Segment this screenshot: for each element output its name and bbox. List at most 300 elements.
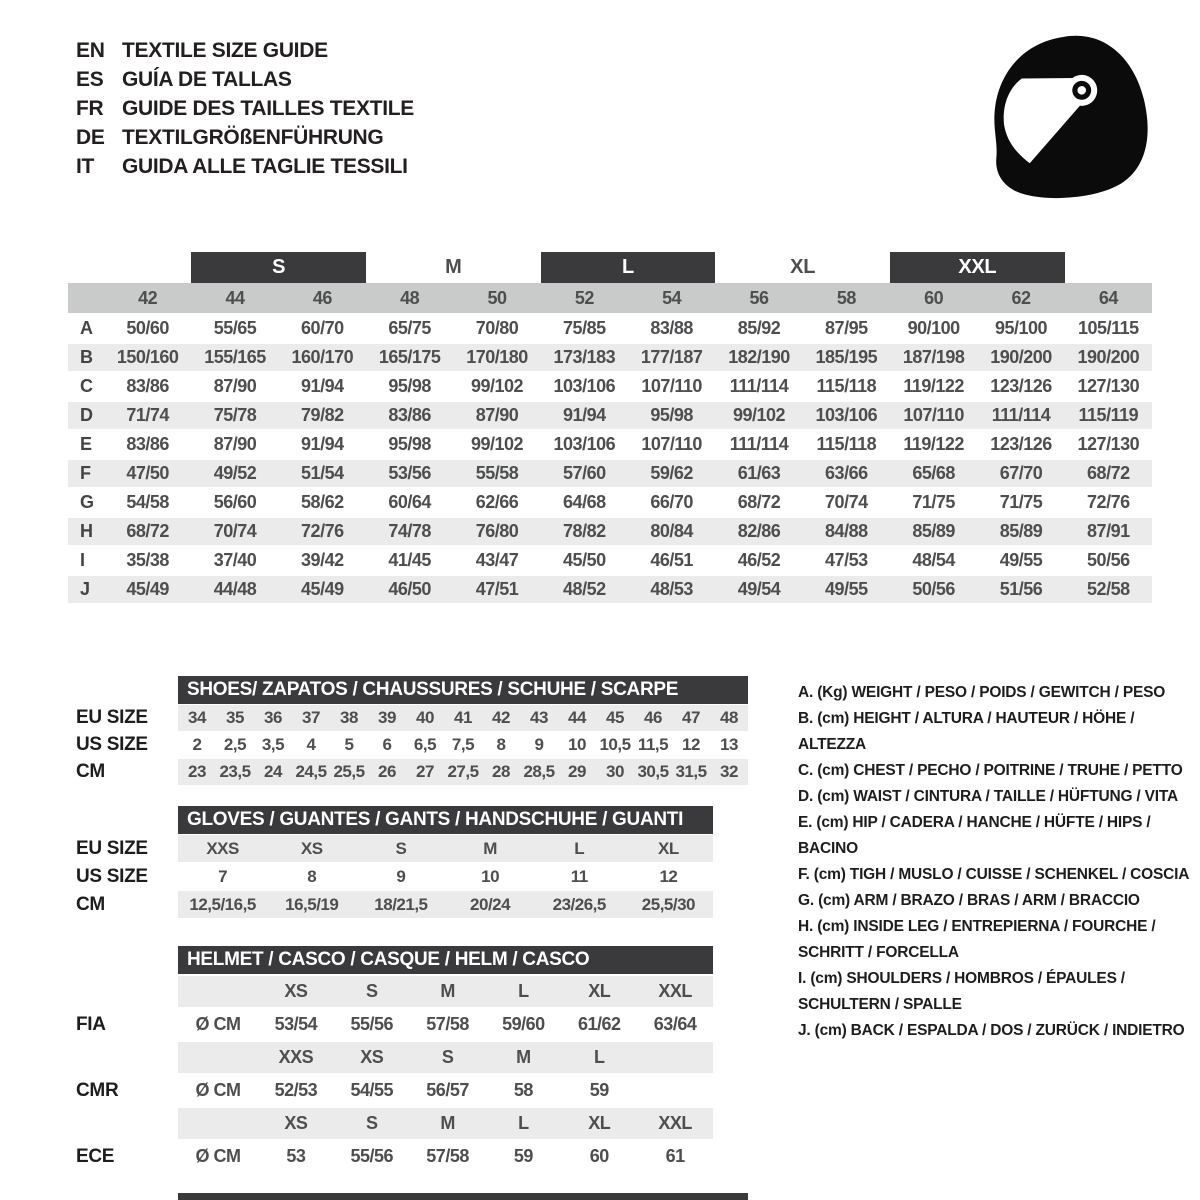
helmet-size-value: 63/64 bbox=[653, 1014, 697, 1034]
cutoff-section-bar bbox=[178, 1193, 748, 1200]
measurement-value: 47/53 bbox=[825, 550, 868, 570]
size-value: XL bbox=[624, 835, 713, 862]
size-value: 10 bbox=[481, 866, 500, 886]
table-row-us-size bbox=[68, 862, 713, 890]
measurement-value: 87/90 bbox=[213, 376, 257, 396]
measurement-value: 91/94 bbox=[301, 376, 344, 396]
size-value: 8 bbox=[496, 735, 506, 754]
size-number: 48 bbox=[400, 287, 420, 308]
measurement-value: 72/76 bbox=[1087, 492, 1130, 512]
row-label: CM bbox=[76, 761, 105, 782]
measurement-value: 155/165 bbox=[204, 347, 266, 367]
language-code: ES bbox=[76, 67, 104, 91]
row-label: ECE bbox=[76, 1145, 115, 1167]
size-value: 3,5 bbox=[261, 735, 285, 754]
measurement-value: 51/54 bbox=[301, 463, 344, 483]
measurement-value: 50/60 bbox=[126, 318, 169, 338]
size-group-S: S bbox=[191, 252, 366, 283]
measurement-value: 85/92 bbox=[737, 318, 781, 338]
measurement-value: 71/75 bbox=[999, 492, 1043, 512]
row-label: CMR bbox=[76, 1079, 119, 1101]
measurement-value: 83/88 bbox=[650, 318, 693, 338]
helmet-size-row bbox=[68, 974, 713, 1007]
legend-item: F. (cm) TIGH / MUSLO / CUISSE / SCHENKEL / COSCIA bbox=[798, 866, 1190, 883]
measurement-value: 76/80 bbox=[475, 521, 519, 541]
measurement-value: 51/56 bbox=[999, 579, 1043, 599]
size-group-L: L bbox=[541, 252, 716, 283]
measurement-value: 75/78 bbox=[213, 405, 257, 425]
table-row-C bbox=[68, 371, 1152, 400]
size-value: 30 bbox=[596, 759, 634, 785]
size-value: 7,5 bbox=[451, 735, 475, 754]
size-value: 35 bbox=[216, 705, 254, 731]
unit-cell: Ø CM bbox=[195, 1146, 241, 1166]
measurement-value: 182/190 bbox=[728, 347, 790, 367]
helmet-size-value: 59 bbox=[589, 1080, 609, 1100]
measurement-value: 55/65 bbox=[213, 318, 257, 338]
measurement-value: 107/110 bbox=[903, 405, 964, 425]
measurement-value: 111/114 bbox=[729, 376, 789, 396]
size-value: 25,5/30 bbox=[624, 891, 713, 918]
size-group-header-row bbox=[68, 252, 1152, 283]
size-value: 43 bbox=[520, 705, 558, 731]
measurement-value: 52/58 bbox=[1087, 579, 1130, 599]
measurement-value: 35/38 bbox=[126, 550, 169, 570]
size-value: 30,5 bbox=[634, 759, 672, 785]
measurement-value: 85/89 bbox=[912, 521, 955, 541]
unit-cell: Ø CM bbox=[195, 1080, 241, 1100]
measurement-value: 61/63 bbox=[737, 463, 781, 483]
legend-item: G. (cm) ARM / BRAZO / BRAS / ARM / BRACCIO bbox=[798, 892, 1140, 909]
measurement-value: 165/175 bbox=[378, 347, 441, 367]
size-value: S bbox=[356, 835, 445, 862]
textile-size-table bbox=[68, 252, 1152, 603]
language-list bbox=[76, 36, 414, 181]
legend-item: E. (cm) HIP / CADERA / HANCHE / HÜFTE / HIPS / BACINO bbox=[798, 814, 1151, 857]
size-number: 52 bbox=[574, 287, 594, 308]
measurement-value: 83/86 bbox=[388, 405, 431, 425]
helmet-size-label: M bbox=[410, 1108, 486, 1139]
measurement-value: 95/98 bbox=[388, 434, 431, 454]
size-value: 25,5 bbox=[330, 759, 368, 785]
row-letter: E bbox=[80, 434, 92, 454]
measurement-value: 105/115 bbox=[1078, 318, 1139, 338]
measurement-value: 48/53 bbox=[650, 579, 693, 599]
measurement-value: 83/86 bbox=[126, 376, 169, 396]
measurement-value: 62/66 bbox=[475, 492, 519, 512]
language-row bbox=[76, 123, 414, 152]
measurement-value: 87/90 bbox=[475, 405, 519, 425]
measurement-value: 49/54 bbox=[737, 579, 781, 599]
unit-cell bbox=[178, 976, 258, 1007]
measurement-value: 44/48 bbox=[213, 579, 257, 599]
measurement-value: 91/94 bbox=[563, 405, 606, 425]
measurement-value: 127/130 bbox=[1077, 434, 1140, 454]
size-value: 26 bbox=[368, 759, 406, 785]
helmet-size-label: M bbox=[486, 1042, 562, 1073]
measurement-rows bbox=[68, 313, 1152, 603]
size-value: 23 bbox=[178, 759, 216, 785]
size-group-XL: XL bbox=[790, 256, 816, 278]
table-row-ece bbox=[68, 1139, 713, 1172]
measurement-value: 45/49 bbox=[301, 579, 344, 599]
size-value: 11,5 bbox=[637, 735, 669, 754]
measurement-value: 55/58 bbox=[475, 463, 519, 483]
measurement-value: 41/45 bbox=[388, 550, 431, 570]
measurement-value: 74/78 bbox=[388, 521, 431, 541]
measurement-value: 56/60 bbox=[213, 492, 257, 512]
table-row-eu-size bbox=[68, 704, 748, 731]
shoes-header-bar: SHOES/ ZAPATOS / CHAUSSURES / SCHUHE / SCARPE bbox=[178, 676, 748, 704]
unit-cell: Ø CM bbox=[195, 1014, 241, 1034]
helmet-size-label: S bbox=[334, 1108, 410, 1139]
numeric-size-row bbox=[68, 283, 1152, 313]
unit-cell bbox=[178, 1108, 258, 1139]
size-value: 27,5 bbox=[444, 759, 482, 785]
measurement-value: 150/160 bbox=[116, 347, 179, 367]
gloves-table bbox=[68, 806, 713, 918]
measurement-value: 99/102 bbox=[732, 405, 786, 425]
helmet-size-label bbox=[637, 1042, 713, 1073]
size-value: 5 bbox=[344, 735, 354, 754]
measurement-value: 71/75 bbox=[912, 492, 955, 512]
measurement-value: 66/70 bbox=[650, 492, 693, 512]
helmet-size-value: 59 bbox=[513, 1146, 533, 1166]
measurement-value: 87/91 bbox=[1087, 521, 1130, 541]
language-row bbox=[76, 152, 414, 181]
measurement-value: 46/51 bbox=[650, 550, 693, 570]
measurement-legend bbox=[798, 680, 1198, 1044]
table-row-E bbox=[68, 429, 1152, 458]
size-number: 46 bbox=[312, 287, 332, 308]
helmet-size-value: 57/58 bbox=[426, 1146, 469, 1166]
helmet-size-label: XXL bbox=[637, 976, 713, 1007]
measurement-value: 68/72 bbox=[126, 521, 169, 541]
helmet-size-label: L bbox=[486, 976, 562, 1007]
size-value: 2 bbox=[192, 735, 202, 754]
measurement-value: 119/122 bbox=[903, 434, 964, 454]
measurement-value: 50/56 bbox=[1087, 550, 1130, 570]
helmet-size-value: 59/60 bbox=[502, 1014, 545, 1034]
measurement-value: 46/50 bbox=[388, 579, 431, 599]
measurement-value: 115/118 bbox=[816, 376, 877, 396]
size-value: 37 bbox=[292, 705, 330, 731]
size-value: 6 bbox=[382, 735, 392, 754]
helmet-size-value: 52/53 bbox=[274, 1080, 318, 1100]
table-row-A bbox=[68, 313, 1152, 342]
helmet-size-label: XXS bbox=[258, 1042, 334, 1073]
measurement-value: 111/114 bbox=[991, 405, 1051, 425]
helmet-size-label: XL bbox=[561, 976, 637, 1007]
row-letter: J bbox=[80, 579, 90, 599]
helmet-size-value: 61 bbox=[665, 1146, 685, 1166]
size-value: 18/21,5 bbox=[356, 891, 445, 918]
measurement-value: 123/126 bbox=[990, 434, 1052, 454]
measurement-value: 48/52 bbox=[563, 579, 606, 599]
measurement-value: 60/70 bbox=[301, 318, 344, 338]
measurement-value: 48/54 bbox=[912, 550, 955, 570]
size-value: 6,5 bbox=[413, 735, 437, 754]
size-value: 10 bbox=[568, 735, 586, 754]
helmet-size-value: 56/57 bbox=[426, 1080, 469, 1100]
measurement-value: 78/82 bbox=[563, 521, 606, 541]
helmet-size-label: L bbox=[486, 1108, 562, 1139]
measurement-value: 91/94 bbox=[301, 434, 344, 454]
shoes-table bbox=[68, 676, 748, 785]
row-label: US SIZE bbox=[76, 865, 148, 887]
row-label: FIA bbox=[76, 1013, 106, 1035]
helmet-size-label: S bbox=[410, 1042, 486, 1073]
measurement-value: 46/52 bbox=[737, 550, 781, 570]
size-value: 12,5/16,5 bbox=[178, 891, 267, 918]
measurement-value: 43/47 bbox=[475, 550, 519, 570]
language-code: DE bbox=[76, 125, 105, 149]
table-row-B bbox=[68, 342, 1152, 371]
size-value: XXS bbox=[178, 835, 267, 862]
racing-helmet-icon bbox=[982, 28, 1154, 204]
legend-item: A. (Kg) WEIGHT / PESO / POIDS / GEWITCH / PESO bbox=[798, 684, 1166, 701]
size-value: 16,5/19 bbox=[267, 891, 356, 918]
helmet-size-label: XS bbox=[258, 976, 334, 1007]
language-title: GUIDE DES TAILLES TEXTILE bbox=[122, 96, 414, 120]
measurement-value: 47/51 bbox=[475, 579, 519, 599]
measurement-value: 64/68 bbox=[563, 492, 606, 512]
size-number: 56 bbox=[749, 287, 769, 308]
table-row-H bbox=[68, 516, 1152, 545]
size-value: 28 bbox=[482, 759, 520, 785]
measurement-value: 49/52 bbox=[213, 463, 257, 483]
size-value: 20/24 bbox=[445, 891, 534, 918]
row-letter: B bbox=[80, 347, 93, 367]
measurement-value: 95/100 bbox=[994, 318, 1048, 338]
measurement-value: 80/84 bbox=[650, 521, 693, 541]
helmet-header-bar: HELMET / CASCO / CASQUE / HELM / CASCO bbox=[178, 946, 713, 974]
size-value: 12 bbox=[659, 866, 678, 886]
table-row-G bbox=[68, 487, 1152, 516]
legend-item: I. (cm) SHOULDERS / HOMBROS / ÉPAULES / SCHULTERN / SPALLE bbox=[798, 970, 1125, 1013]
row-letter: F bbox=[80, 463, 91, 483]
measurement-value: 160/170 bbox=[291, 347, 354, 367]
size-number: 42 bbox=[138, 287, 158, 308]
measurement-value: 111/114 bbox=[729, 434, 789, 454]
helmet-size-value bbox=[637, 1075, 713, 1106]
helmet-size-label: XXL bbox=[637, 1108, 713, 1139]
measurement-value: 63/66 bbox=[825, 463, 868, 483]
measurement-value: 87/90 bbox=[213, 434, 257, 454]
measurement-value: 95/98 bbox=[650, 405, 693, 425]
measurement-value: 70/80 bbox=[475, 318, 519, 338]
legend-item: C. (cm) CHEST / PECHO / POITRINE / TRUHE / PETTO bbox=[798, 762, 1183, 779]
size-value: 24,5 bbox=[292, 759, 330, 785]
row-label bbox=[68, 1042, 178, 1073]
measurement-value: 115/119 bbox=[1078, 405, 1139, 425]
legend-item: B. (cm) HEIGHT / ALTURA / HAUTEUR / HÖHE / ALTEZZA bbox=[798, 710, 1135, 753]
table-row-us-size bbox=[68, 731, 748, 758]
size-value: 29 bbox=[558, 759, 596, 785]
measurement-value: 170/180 bbox=[466, 347, 528, 367]
corner-cell bbox=[68, 283, 104, 313]
helmet-size-label: M bbox=[410, 976, 486, 1007]
measurement-value: 127/130 bbox=[1077, 376, 1140, 396]
language-title: TEXTILE SIZE GUIDE bbox=[122, 38, 328, 62]
measurement-value: 37/40 bbox=[213, 550, 257, 570]
measurement-value: 39/42 bbox=[301, 550, 344, 570]
measurement-value: 58/62 bbox=[301, 492, 344, 512]
measurement-value: 85/89 bbox=[999, 521, 1043, 541]
helmet-size-value: 54/55 bbox=[350, 1080, 394, 1100]
row-letter: I bbox=[80, 550, 85, 570]
table-row-D bbox=[68, 400, 1152, 429]
table-row-J bbox=[68, 574, 1152, 603]
size-value: 4 bbox=[306, 735, 316, 754]
row-label: US SIZE bbox=[76, 734, 148, 755]
row-letter: D bbox=[80, 405, 93, 425]
measurement-value: 84/88 bbox=[825, 521, 868, 541]
measurement-value: 45/50 bbox=[563, 550, 606, 570]
size-value: 27 bbox=[406, 759, 444, 785]
helmet-size-label: L bbox=[561, 1042, 637, 1073]
size-value: 45 bbox=[596, 705, 634, 731]
size-number: 62 bbox=[1011, 287, 1031, 308]
helmet-table bbox=[68, 946, 713, 1172]
row-letter: C bbox=[80, 376, 93, 396]
size-value: 23,5 bbox=[216, 759, 254, 785]
language-title: TEXTILGRÖßENFÜHRUNG bbox=[122, 125, 384, 149]
measurement-value: 90/100 bbox=[907, 318, 960, 338]
helmet-size-value: 55/56 bbox=[350, 1146, 394, 1166]
measurement-value: 72/76 bbox=[301, 521, 344, 541]
measurement-value: 107/110 bbox=[641, 434, 702, 454]
measurement-value: 95/98 bbox=[388, 376, 431, 396]
measurement-value: 65/75 bbox=[388, 318, 431, 338]
size-value: 47 bbox=[672, 705, 710, 731]
size-value: 28,5 bbox=[520, 759, 558, 785]
language-row bbox=[76, 36, 414, 65]
size-value: 8 bbox=[307, 866, 317, 886]
language-title: GUÍA DE TALLAS bbox=[122, 67, 292, 91]
table-row-F bbox=[68, 458, 1152, 487]
size-value: L bbox=[535, 835, 624, 862]
gloves-rows bbox=[68, 834, 713, 918]
measurement-value: 103/106 bbox=[553, 376, 616, 396]
measurement-value: 60/64 bbox=[388, 492, 431, 512]
size-value: 9 bbox=[396, 866, 406, 886]
measurement-value: 53/56 bbox=[388, 463, 431, 483]
helmet-size-value: 55/56 bbox=[350, 1014, 394, 1034]
row-label: CM bbox=[76, 893, 105, 915]
legend-item: H. (cm) INSIDE LEG / ENTREPIERNA / FOURCHE / SCHRITT / FORCELLA bbox=[798, 918, 1156, 961]
row-label bbox=[68, 976, 178, 1007]
row-label: EU SIZE bbox=[76, 837, 148, 859]
measurement-value: 49/55 bbox=[999, 550, 1043, 570]
gloves-header-bar: GLOVES / GUANTES / GANTS / HANDSCHUHE / GUANTI bbox=[178, 806, 713, 834]
helmet-size-row bbox=[68, 1040, 713, 1073]
helmet-rows bbox=[68, 974, 713, 1172]
measurement-value: 190/200 bbox=[990, 347, 1052, 367]
measurement-value: 67/70 bbox=[999, 463, 1043, 483]
size-value: 40 bbox=[406, 705, 444, 731]
measurement-value: 50/56 bbox=[912, 579, 955, 599]
unit-cell bbox=[178, 1042, 258, 1073]
helmet-size-value: 53 bbox=[286, 1146, 306, 1166]
helmet-size-value: 60 bbox=[589, 1146, 609, 1166]
table-row-eu-size bbox=[68, 834, 713, 862]
size-value: 13 bbox=[720, 735, 738, 754]
size-value: 2,5 bbox=[223, 735, 247, 754]
size-number: 44 bbox=[225, 287, 245, 308]
size-number: 60 bbox=[924, 287, 944, 308]
size-number: 58 bbox=[836, 287, 856, 308]
language-row bbox=[76, 94, 414, 123]
measurement-value: 59/62 bbox=[650, 463, 693, 483]
size-value: XS bbox=[267, 835, 356, 862]
language-code: EN bbox=[76, 38, 105, 62]
measurement-value: 99/102 bbox=[470, 376, 524, 396]
size-value: 23/26,5 bbox=[535, 891, 624, 918]
size-value: 10,5 bbox=[599, 735, 631, 754]
measurement-value: 103/106 bbox=[553, 434, 616, 454]
helmet-size-value: 57/58 bbox=[426, 1014, 469, 1034]
helmet-size-value: 58 bbox=[513, 1080, 533, 1100]
size-group-M: M bbox=[445, 256, 462, 278]
size-value: 48 bbox=[710, 705, 748, 731]
measurement-value: 47/50 bbox=[126, 463, 169, 483]
table-row-cm bbox=[68, 890, 713, 918]
measurement-value: 187/198 bbox=[902, 347, 965, 367]
measurement-value: 71/74 bbox=[126, 405, 169, 425]
helmet-size-row bbox=[68, 1106, 713, 1139]
size-value: 32 bbox=[710, 759, 748, 785]
language-code: IT bbox=[76, 154, 95, 178]
row-letter: H bbox=[80, 521, 93, 541]
size-value: 9 bbox=[534, 735, 544, 754]
helmet-size-label: S bbox=[334, 976, 410, 1007]
helmet-size-label: XS bbox=[334, 1042, 410, 1073]
table-row-cm bbox=[68, 758, 748, 785]
size-value: 46 bbox=[634, 705, 672, 731]
measurement-value: 83/86 bbox=[126, 434, 169, 454]
size-value: 38 bbox=[330, 705, 368, 731]
measurement-value: 177/187 bbox=[640, 347, 703, 367]
row-label: EU SIZE bbox=[76, 707, 148, 728]
size-value: 12 bbox=[682, 735, 700, 754]
size-number: 64 bbox=[1098, 287, 1118, 308]
row-letter: A bbox=[80, 318, 93, 338]
legend-item: J. (cm) BACK / ESPALDA / DOS / ZURÜCK / INDIETRO bbox=[798, 1022, 1185, 1039]
measurement-value: 123/126 bbox=[990, 376, 1052, 396]
helmet-size-label: XS bbox=[258, 1108, 334, 1139]
language-title: GUIDA ALLE TAGLIE TESSILI bbox=[122, 154, 408, 178]
measurement-value: 49/55 bbox=[825, 579, 868, 599]
size-number: 54 bbox=[662, 287, 682, 308]
language-row bbox=[76, 65, 414, 94]
helmet-size-value: 53/54 bbox=[274, 1014, 318, 1034]
row-letter: G bbox=[80, 492, 94, 512]
size-value: 24 bbox=[254, 759, 292, 785]
measurement-value: 107/110 bbox=[641, 376, 702, 396]
size-value: 34 bbox=[178, 705, 216, 731]
measurement-value: 185/195 bbox=[815, 347, 878, 367]
size-value: 11 bbox=[570, 866, 588, 886]
measurement-value: 68/72 bbox=[737, 492, 781, 512]
table-row-cmr bbox=[68, 1073, 713, 1106]
measurement-value: 87/95 bbox=[825, 318, 868, 338]
measurement-value: 54/58 bbox=[126, 492, 169, 512]
measurement-value: 75/85 bbox=[563, 318, 606, 338]
size-value: 41 bbox=[444, 705, 482, 731]
size-value: 36 bbox=[254, 705, 292, 731]
size-value: 42 bbox=[482, 705, 520, 731]
